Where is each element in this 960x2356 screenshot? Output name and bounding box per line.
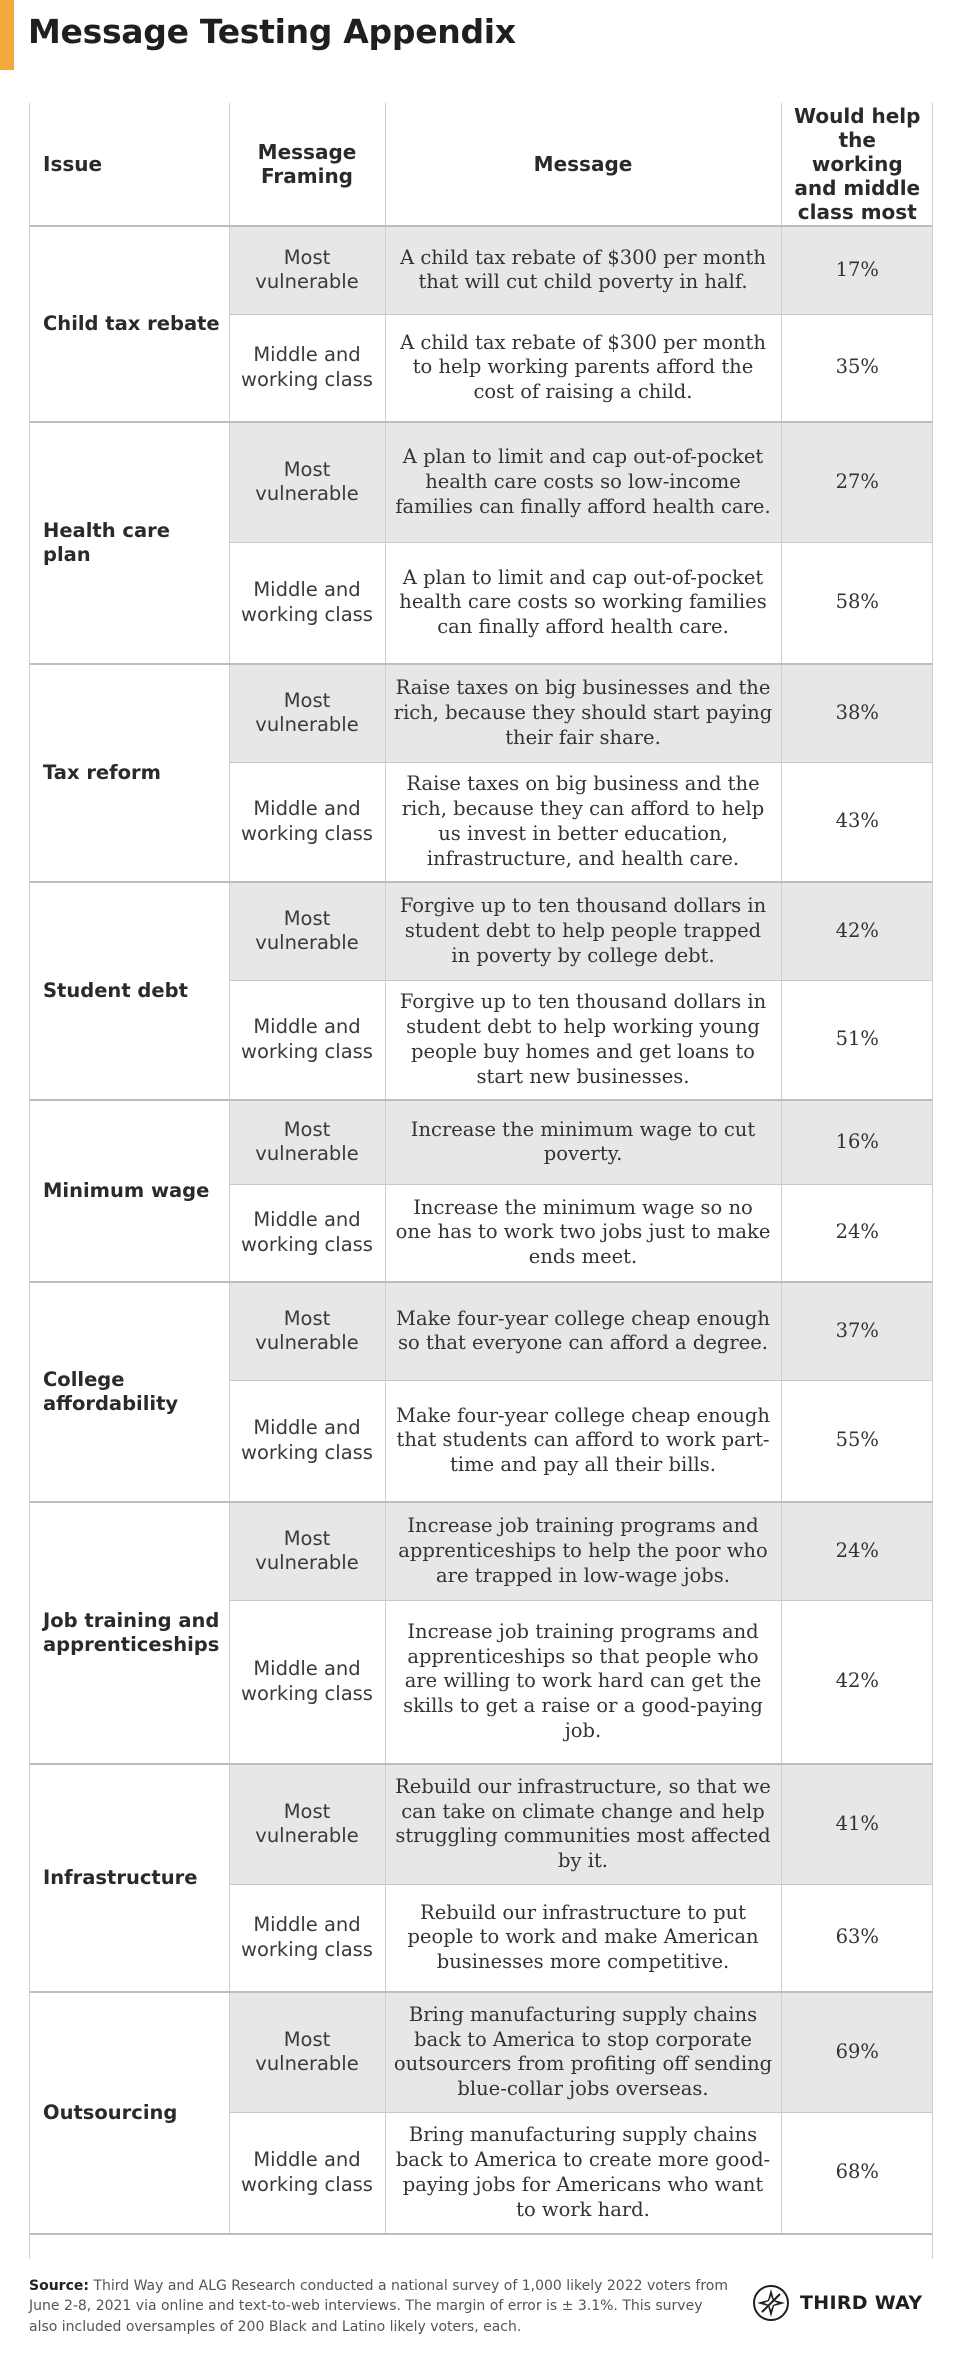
framing-cell: Middle and working class (229, 1600, 385, 1764)
percent-cell: 24% (781, 1502, 933, 1600)
issue-cell: Outsourcing (29, 1992, 229, 2234)
percent-cell: 17% (781, 226, 933, 314)
percent-cell: 68% (781, 2112, 933, 2234)
percent-cell: 27% (781, 422, 933, 542)
percent-cell: 51% (781, 980, 933, 1100)
percent-cell: 69% (781, 1992, 933, 2112)
framing-cell: Middle and working class (229, 762, 385, 882)
percent-cell: 24% (781, 1184, 933, 1282)
percent-cell: 35% (781, 314, 933, 422)
framing-cell: Most vulnerable (229, 422, 385, 542)
message-cell: Make four-year college cheap enough that students can afford to work part-time and pay all their bills. (385, 1380, 781, 1502)
message-cell: A plan to limit and cap out-of-pocket health care costs so working families can finally afford health care. (385, 542, 781, 664)
framing-cell: Middle and working class (229, 1884, 385, 1992)
table-row (29, 1100, 933, 1184)
message-cell: Make four-year college cheap enough so that everyone can afford a degree. (385, 1282, 781, 1380)
message-cell: Raise taxes on big business and the rich, because they can afford to help us invest in better education, infrastructure, and health care. (385, 762, 781, 882)
source-label: Source: (29, 2278, 89, 2294)
message-cell: Bring manufacturing supply chains back to America to create more good-paying jobs for Americans who want to work hard. (385, 2112, 781, 2234)
issue-cell: Health care plan (29, 422, 229, 664)
percent-cell: 41% (781, 1764, 933, 1884)
issue-cell: Infrastructure (29, 1764, 229, 1992)
framing-cell: Most vulnerable (229, 1992, 385, 2112)
table-row (29, 226, 933, 314)
compass-star-icon (752, 2284, 790, 2322)
framing-cell: Most vulnerable (229, 226, 385, 314)
framing-cell: Most vulnerable (229, 1502, 385, 1600)
message-cell: Raise taxes on big businesses and the rich, because they should start paying their fair share. (385, 664, 781, 762)
framing-cell: Middle and working class (229, 314, 385, 422)
header-message: Message (385, 103, 781, 226)
percent-cell: 38% (781, 664, 933, 762)
issue-cell: Student debt (29, 882, 229, 1100)
framing-cell: Middle and working class (229, 980, 385, 1100)
message-cell: Bring manufacturing supply chains back to America to stop corporate outsourcers from profiting off sending blue-collar jobs overseas. (385, 1992, 781, 2112)
framing-cell: Most vulnerable (229, 1100, 385, 1184)
table-row (29, 1502, 933, 1600)
message-cell: Increase the minimum wage so no one has to work two jobs just to make ends meet. (385, 1184, 781, 1282)
header-framing: Message Framing (229, 103, 385, 226)
issue-cell: Child tax rebate (29, 226, 229, 422)
percent-cell: 63% (781, 1884, 933, 1992)
table-row (29, 422, 933, 542)
message-cell: Increase job training programs and apprenticeships so that people who are willing to work hard can get the skills to get a raise or a good-paying job. (385, 1600, 781, 1764)
framing-cell: Most vulnerable (229, 1282, 385, 1380)
message-cell: A child tax rebate of $300 per month that will cut child poverty in half. (385, 226, 781, 314)
percent-cell: 58% (781, 542, 933, 664)
source-note (29, 2276, 729, 2337)
table-row (29, 1764, 933, 1884)
percent-cell: 37% (781, 1282, 933, 1380)
issue-cell: Minimum wage (29, 1100, 229, 1282)
issue-cell: College affordability (29, 1282, 229, 1502)
framing-cell: Middle and working class (229, 1380, 385, 1502)
message-cell: Rebuild our infrastructure to put people to work and make American businesses more competitive. (385, 1884, 781, 1992)
message-cell: Forgive up to ten thousand dollars in student debt to help working young people buy homes and get loans to start new businesses. (385, 980, 781, 1100)
message-cell: A child tax rebate of $300 per month to help working parents afford the cost of raising a child. (385, 314, 781, 422)
percent-cell: 55% (781, 1380, 933, 1502)
table-row (29, 1282, 933, 1380)
table-row (29, 882, 933, 980)
percent-cell: 16% (781, 1100, 933, 1184)
percent-cell: 42% (781, 882, 933, 980)
logo-text: THIRD WAY (800, 2292, 923, 2314)
accent-bar (0, 0, 14, 70)
framing-cell: Middle and working class (229, 542, 385, 664)
page-title: Message Testing Appendix (28, 12, 516, 51)
header-issue: Issue (29, 103, 229, 226)
message-cell: Rebuild our infrastructure, so that we can take on climate change and help struggling communities most affected by it. (385, 1764, 781, 1884)
framing-cell: Most vulnerable (229, 1764, 385, 1884)
framing-cell: Most vulnerable (229, 882, 385, 980)
header (0, 0, 960, 70)
table-row (29, 1992, 933, 2112)
framing-cell: Middle and working class (229, 2112, 385, 2234)
message-cell: Increase the minimum wage to cut poverty. (385, 1100, 781, 1184)
source-text: Third Way and ALG Research conducted a national survey of 1,000 likely 2022 voters from June 2-8, 2021 via online and text-to-web interviews. The margin of error is ± 3.1%. This survey also included oversamples of 200 Black and Latino likely voters, each. (29, 2278, 728, 2335)
message-cell: Increase job training programs and apprenticeships to help the poor who are trapped in low-wage jobs. (385, 1502, 781, 1600)
header-help: Would help the working and middle class most (781, 103, 933, 226)
third-way-logo (752, 2284, 922, 2322)
header-row (29, 103, 933, 226)
framing-cell: Middle and working class (229, 1184, 385, 1282)
percent-cell: 43% (781, 762, 933, 882)
message-cell: Forgive up to ten thousand dollars in student debt to help people trapped in poverty by college debt. (385, 882, 781, 980)
percent-cell: 42% (781, 1600, 933, 1764)
table-row (29, 664, 933, 762)
message-cell: A plan to limit and cap out-of-pocket health care costs so low-income families can finally afford health care. (385, 422, 781, 542)
framing-cell: Most vulnerable (229, 664, 385, 762)
message-table-container (29, 103, 933, 2235)
issue-cell: Tax reform (29, 664, 229, 882)
message-table (29, 103, 933, 2235)
table-body (29, 226, 933, 2234)
issue-cell: Job training and apprenticeships (29, 1502, 229, 1764)
